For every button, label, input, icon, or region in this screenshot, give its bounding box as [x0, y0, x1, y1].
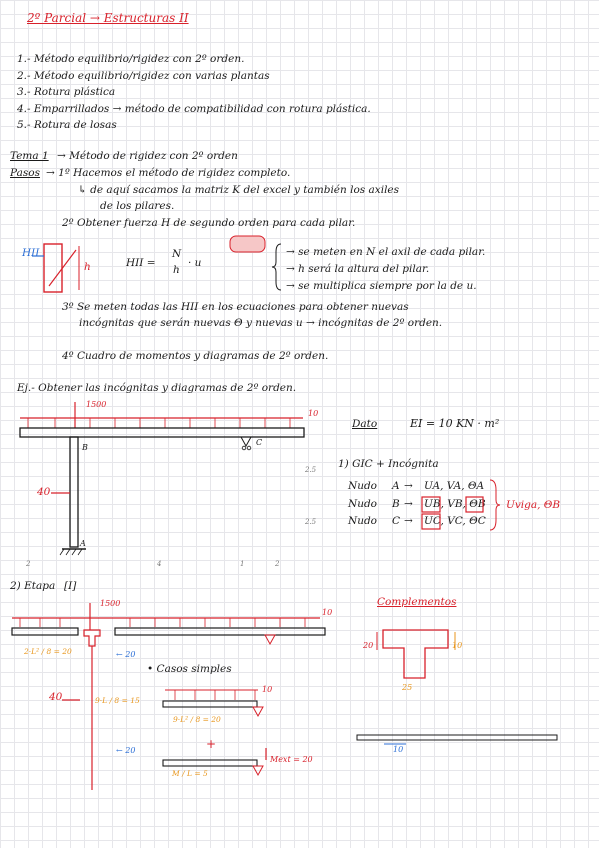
distributed-load-arrows [28, 418, 290, 428]
etapa-bracket: [I] [64, 580, 77, 592]
dim-left: 2 [26, 560, 31, 568]
node-b-row-name: B [392, 498, 400, 510]
beam-bottom-load: 10 [393, 745, 404, 754]
note-2: → h será la altura del pilar. [286, 263, 430, 275]
column [70, 437, 78, 547]
complement-beam [357, 735, 557, 740]
etapa-title: 2) Etapa [10, 580, 56, 592]
node-b-row-label: Nudo [348, 498, 377, 510]
case-beam-2 [163, 760, 257, 766]
paso-2: 2º Obtener fuerza H de segundo orden para cada pilar. [62, 217, 356, 229]
case-beam-1 [163, 701, 257, 707]
note-3: → se multiplica siempre por la de u. [286, 280, 477, 292]
uc-box [422, 514, 440, 529]
node-c-row-label: Nudo [348, 515, 377, 527]
node-a-label: A [80, 539, 86, 548]
cs-frac: 9·L² / 8 = 20 [173, 715, 221, 724]
fixed-support-hatch [60, 549, 82, 555]
paso-1-sub: ↳ de aquí sacamos la matriz K del excel y también los axiles [78, 184, 400, 196]
h-label: h [84, 261, 91, 273]
dato-value: EI = 10 KN · m² [410, 417, 500, 430]
ub-box [422, 497, 440, 512]
ej-side-load: 40 [37, 486, 51, 498]
intro-item-1: 1.- Método equilibrio/rigidez con 2º orden. [17, 53, 245, 65]
ej-load-top: 1500 [86, 400, 107, 409]
page-title: 2º Parcial → Estructuras II [27, 11, 189, 25]
casos-label: • Casos simples [147, 663, 232, 675]
etapa-load-right: 10 [322, 608, 333, 617]
left-moment: 2·L² / 8 = 20 [24, 647, 72, 656]
etapa-beam-left [12, 628, 78, 635]
roller-support [241, 437, 251, 446]
thetab-box [466, 497, 483, 512]
etapa-side-load: 40 [49, 691, 63, 703]
node-a-row-values: UA, VA, ΘA [424, 480, 485, 492]
intro-item-3: 3.- Rotura plástica [17, 86, 116, 98]
etapa-load-top: 1500 [100, 599, 121, 608]
intro-item-4: 4.- Emparrillados → método de compatibilidad con rotura plástica. [17, 103, 371, 115]
paso-3: 3º Se meten todas las HII en los ecuaciones para obtener nuevas [62, 301, 409, 313]
arrow-20-b: ← 20 [116, 746, 136, 755]
dato-label: Dato [352, 418, 378, 430]
paso-1-sub2: de los pilares. [100, 200, 175, 212]
node-c-row-arrow: → [404, 515, 413, 527]
case-1-support [253, 707, 263, 716]
etapa-roller [265, 635, 275, 644]
node-b-row-values: UB, VB, ΘB [424, 498, 486, 510]
etapa-node-t [84, 630, 100, 646]
formula-lhs: HII = [126, 257, 156, 269]
comp-bottom: 25 [402, 683, 413, 692]
comp-title: Complementos [377, 596, 457, 608]
paso-3b: incógnitas que serán nuevas Θ y nuevas u → incógnitas de 2º orden. [79, 317, 443, 329]
formula-den: h [173, 264, 180, 276]
plus-sign: + [206, 737, 217, 751]
node-a-row-arrow: → [404, 480, 413, 492]
node-c-row-values: UC, VC, ΘC [424, 515, 486, 527]
height-bottom: 2.5 [305, 518, 317, 526]
node-c-label: C [256, 438, 263, 447]
node-a-row-name: A [392, 480, 400, 492]
node-b-row-arrow: → [404, 498, 413, 510]
cs-load: 10 [262, 685, 273, 694]
intro-item-2: 2.- Método equilibrio/rigidez con varias plantas [17, 70, 270, 82]
t-section [383, 630, 448, 678]
formula-rhs: · u [188, 257, 202, 269]
gic-title: 1) GIC + Incógnita [338, 458, 439, 470]
node-c-row-name: C [392, 515, 401, 527]
intro-item-5: 5.- Rotura de losas [17, 119, 117, 131]
hii-label: HII [22, 247, 40, 259]
node-b-label: B [82, 443, 88, 452]
paso-1: → 1º Hacemos el método de rigidez completo. [46, 167, 291, 179]
dim-mid: 4 [157, 560, 162, 568]
dim-right-1: 1 [240, 560, 245, 568]
pasos-label: Pasos [10, 167, 40, 179]
arrow-20-a: ← 20 [116, 650, 136, 659]
ej-load-right: 10 [308, 409, 319, 418]
frac-15: 9·L / 8 = 15 [95, 696, 140, 705]
pillar-sketch [44, 244, 62, 292]
comp-right: 10 [452, 641, 463, 650]
ejercicio-title: Ej.- Obtener las incógnitas y diagramas de 2º orden. [17, 382, 297, 394]
tema-label: Tema 1 [10, 150, 49, 162]
frac-bottom: M / L = 5 [172, 769, 208, 778]
formula-num: N [172, 248, 182, 260]
node-a-row-label: Nudo [348, 480, 377, 492]
nota-box [230, 236, 265, 252]
paso-4: 4º Cuadro de momentos y diagramas de 2º orden. [62, 350, 329, 362]
tema-heading: → Método de rigidez con 2º orden [57, 150, 238, 162]
etapa-beam-right [115, 628, 325, 635]
notes-brace [272, 244, 281, 290]
dim-right-2: 2 [275, 560, 280, 568]
height-top: 2.5 [305, 466, 317, 474]
mext-label: Mext = 20 [270, 755, 313, 764]
note-1: → se meten en N el axil de cada pilar. [286, 246, 486, 258]
comp-left: 20 [363, 641, 374, 650]
gic-brace [490, 480, 500, 530]
case-2-support [253, 766, 263, 775]
beam [20, 428, 304, 437]
uviga-label: Uviga, ΘB [506, 499, 561, 511]
